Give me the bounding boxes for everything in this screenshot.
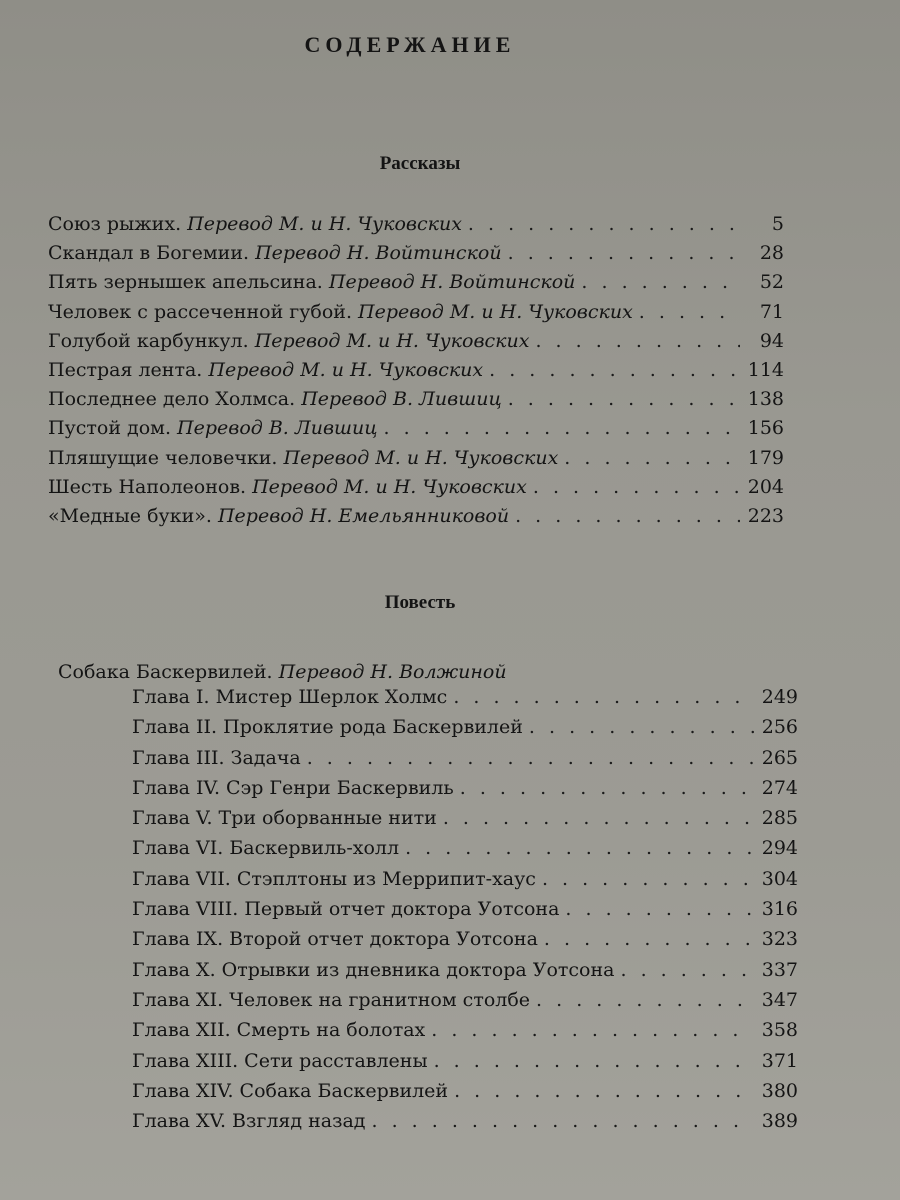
dot-leader [483, 359, 740, 381]
toc-entry-chapter [132, 868, 798, 898]
novel-title-line [58, 661, 507, 683]
story-translator: Перевод В. Лившиц [301, 388, 502, 411]
story-title: Союз рыжих. [48, 213, 182, 235]
toc-entry-chapter [132, 989, 798, 1019]
chapter-title: Глава II. Проклятие рода Баскервилей [132, 716, 523, 739]
toc-entry-story [48, 213, 784, 242]
dot-leader [527, 476, 740, 498]
dot-leader [454, 777, 754, 799]
chapter-title: Глава XIV. Собака Баскервилей [132, 1079, 449, 1102]
chapter-title: Глава VII. Стэплтоны из Меррипит-хаус [132, 867, 536, 890]
toc-entry-chapter [132, 1019, 798, 1049]
story-translator: Перевод Н. Емельянниковой [217, 504, 510, 527]
story-translator: Перевод Н. Войтинской [328, 271, 576, 294]
toc-entry-story [48, 505, 784, 534]
story-translator: Перевод М. и Н. Чуковских [254, 329, 530, 352]
chapter-title: Глава XII. Смерть на болотах [132, 1019, 426, 1042]
chapter-title: Глава IV. Сэр Генри Баскервиль [132, 776, 454, 799]
page-number: 347 [761, 988, 798, 1011]
dot-leader [559, 898, 754, 920]
story-translator: Перевод М. и Н. Чуковских [187, 213, 462, 235]
dot-leader [523, 716, 754, 738]
page-title: СОДЕРЖАНИЕ [304, 32, 516, 57]
toc-entry-chapter [132, 898, 798, 928]
dot-leader [378, 417, 740, 439]
dot-leader [633, 301, 740, 323]
page-number: 114 [747, 358, 784, 381]
novel-title: Собака Баскервилей. [58, 661, 273, 683]
dot-leader [538, 928, 754, 950]
page-number: 52 [759, 271, 784, 294]
story-translator: Перевод М. и Н. Чуковских [358, 300, 633, 323]
toc-entry-chapter [132, 959, 798, 989]
dot-leader [428, 1050, 754, 1072]
story-title: Шесть Наполеонов. [48, 475, 247, 498]
toc-entry-chapter [132, 807, 798, 837]
dot-leader [502, 388, 740, 410]
dot-leader [462, 213, 740, 235]
page-number: 304 [761, 867, 798, 890]
page-number: 389 [761, 1110, 798, 1133]
story-translator: Перевод В. Лившиц [177, 417, 378, 440]
toc-entry-chapter [132, 837, 798, 867]
page-number: 138 [747, 388, 784, 411]
page-number: 371 [761, 1049, 798, 1072]
chapter-title: Глава III. Задача [132, 746, 301, 769]
toc-entry-chapter [132, 1080, 798, 1110]
dot-leader [437, 807, 754, 829]
page-number: 285 [761, 807, 798, 830]
chapter-title: Глава VI. Баскервиль-холл [132, 837, 400, 860]
dot-leader [502, 242, 740, 264]
page-number: 294 [761, 837, 798, 860]
page-number: 337 [761, 958, 798, 981]
dot-leader [399, 837, 754, 859]
page-number: 274 [761, 776, 798, 799]
story-title: Скандал в Богемии. [48, 242, 250, 265]
toc-entry-chapter [132, 686, 798, 716]
dot-leader [509, 505, 740, 527]
story-title: «Медные буки». [48, 504, 212, 527]
dot-leader [558, 447, 740, 469]
dot-leader [536, 868, 754, 890]
story-title: Пустой дом. [48, 417, 171, 440]
page-number: 156 [747, 417, 784, 440]
toc-entry-story [48, 447, 784, 476]
page-number: 28 [759, 242, 784, 265]
page-number: 223 [747, 504, 784, 527]
toc-entry-story [48, 271, 784, 300]
chapter-title: Глава XI. Человек на гранитном столбе [132, 988, 531, 1011]
dot-leader [448, 1080, 754, 1102]
page-number: 71 [759, 300, 784, 323]
story-translator: Перевод М. и Н. Чуковских [283, 446, 559, 469]
chapter-title: Глава IX. Второй отчет доктора Уотсона [132, 928, 538, 951]
toc-entry-story [48, 330, 784, 359]
dot-leader [425, 1019, 754, 1041]
toc-entry-story [48, 242, 784, 271]
story-title: Пять зернышек апельсина. [48, 271, 323, 294]
dot-leader [301, 747, 754, 769]
toc-entry-story [48, 359, 784, 388]
chapter-title: Глава VIII. Первый отчет доктора Уотсона [132, 898, 560, 921]
page-number: 204 [747, 475, 784, 498]
story-title: Пляшущие человечки. [48, 446, 278, 469]
story-title: Пестрая лента. [48, 358, 203, 381]
stories-list [48, 213, 784, 534]
page-number: 179 [747, 446, 784, 469]
toc-entry-story [48, 476, 784, 505]
story-translator: Перевод М. и Н. Чуковских [252, 475, 527, 498]
chapter-title: Глава X. Отрывки из дневника доктора Уотсона [132, 958, 615, 981]
chapter-title: Глава XIII. Сети расставлены [132, 1049, 428, 1072]
dot-leader [530, 989, 754, 1011]
page-number: 249 [761, 686, 798, 708]
toc-entry-chapter [132, 716, 798, 746]
dot-leader [614, 959, 754, 981]
chapter-title: Глава V. Три оборванные нити [132, 807, 437, 830]
page-number: 5 [771, 213, 784, 235]
toc-entry-chapter [132, 747, 798, 777]
toc-entry-story [48, 417, 784, 446]
toc-entry-story [48, 388, 784, 417]
story-title: Человек с рассеченной губой. [48, 300, 352, 323]
dot-leader [529, 330, 740, 352]
dot-leader [575, 271, 740, 293]
page-number: 94 [759, 329, 784, 352]
chapters-list [132, 686, 798, 1140]
novel-heading: Повесть [384, 592, 456, 613]
chapter-title: Глава XV. Взгляд назад [132, 1110, 366, 1133]
novel-translator: Перевод Н. Волжиной [278, 661, 507, 683]
toc-entry-chapter [132, 1050, 798, 1080]
dot-leader [366, 1110, 754, 1132]
toc-entry-chapter [132, 928, 798, 958]
stories-heading: Рассказы [379, 153, 461, 174]
chapter-title: Глава I. Мистер Шерлок Холмс [132, 686, 448, 708]
toc-entry-chapter [132, 777, 798, 807]
story-translator: Перевод М. и Н. Чуковских [208, 358, 484, 381]
dot-leader [447, 686, 754, 708]
story-title: Последнее дело Холмса. [48, 388, 296, 411]
story-translator: Перевод Н. Войтинской [255, 242, 502, 265]
page-number: 316 [761, 898, 798, 921]
toc-entry-chapter [132, 1110, 798, 1140]
page-number: 323 [761, 928, 798, 951]
page-number: 265 [761, 746, 798, 769]
page-number: 256 [761, 716, 798, 739]
story-title: Голубой карбункул. [48, 329, 249, 352]
page-number: 358 [761, 1019, 798, 1042]
page-number: 380 [761, 1079, 798, 1102]
toc-entry-story [48, 301, 784, 330]
